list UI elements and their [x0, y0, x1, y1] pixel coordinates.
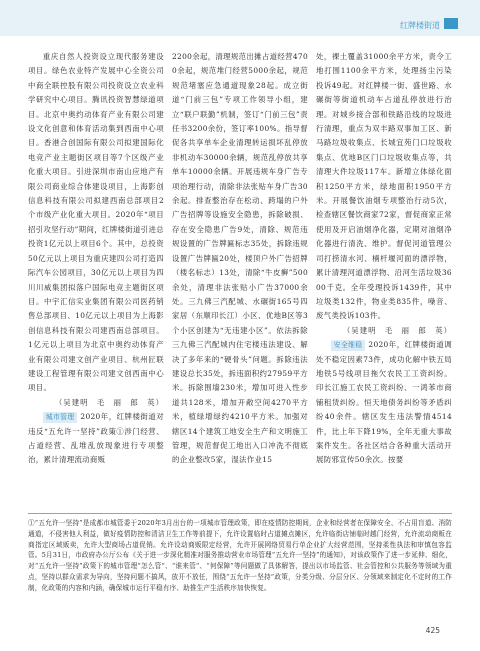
- column-2: [172, 50, 308, 505]
- author-byline: （吴建明 毛 丽 郎 英）: [342, 325, 452, 335]
- footnote: ①“五允许一坚持”是成都市城管委于2020年3月出台的一项城市管理政策，即在疫情防控期间，企业和经营者在保障安全、不占用盲道、消防通道，不侵害他人利益，做好疫情防控和清洁卫生工作等前提下，允许设置临时占道摊点摊区，允许临街店铺临时越门经营，允许流动商贩在商指定区域贩卖，允许大型商场占道促销。允许设动商贩限定经营，允许开展网络贸易行单企业扩大经营范围，坚持柔性执法和审慎包容监管。5月31日，市政府办公厅公布《关于进一步深化精准对服务推动营业市场管理“五允许一坚持”的通知》，对该政策作了进一步延伸、细化，对“五允许一坚持”政策下的城市管理“怎么管”、“谁来管”、“何保障”等问题做了具体解答，提出以市场监管、社会管控和公共服务等领域为重点，坚持以群众需求为导向，坚持问题不搞风，放开不放任，围绕“五允许一坚持”政策，分类分级、分层分区、分领域来制定化不定时的工作制，化政策的内容和内涵，确保城市运行平稳有序、助推生产生活秩序加快恢复。: [28, 519, 452, 592]
- city-management-paragraph: 2200余起，清理规范出摊占道经营4700余起，规范堆门经营5000余起，规范规范堵塞应急通道现象28起。成立街道“门前三包”专项工作领导小组，建立“联户联勤”机制，签订“门前三包”责任书3200余份，签订率100%。指导督促各共享单车企业清理转运损坏乱停放非机动车30000余辆，规范乱停放共享单车10000余辆。开展违规车身广告专项治理行动，清除非法张贴车身广告30余起。排查整治存在松动、跨塌的户外广告招牌等设施安全隐患，拆除破损、存在安全隐患广告9处，清除、规范违规设置的广告牌匾标志35处，拆除违规设置广告牌匾20处，楼顶户外广告招牌（楼名标志）13处，清除“牛皮癣”500余处，清理非法张贴小广告37000余处。三九佛三汽配城、水碾街165号四家居（东顺印长江）小区、优地B区等3个小区创建为“无违建小区”。依法拆除三九佛三汽配城内住宅楼违法建设、解决了多年来的“硬骨头”问题。拆除违法建设总长35处，拆违面积约27959平方米。拆除围墙230米，增加可进入性步道共128米，增加开敞空间4270平方米，植绿增绿约4210平方米。加强对辖区14个建筑工地安全生产和文明施工管理，规范督促工地出入口冲洗不彻底的企业整改5家，湿法作业15: [172, 52, 308, 465]
- running-header-accent: [444, 18, 458, 29]
- safety-stability-text: 2020年，红牌楼街道调处不稳定因素73件，成功化解中铁五局地铁5号线项目拖欠农民工工资纠纷。印长江施工农民工资纠纷、一鸿苯市商铺租赁纠纷。恒天地债务纠纷等矛盾纠纷40余件。辖区发生违法警情4514件，比上年下降19%，全年无重大事故案件发生。各社区结合各种重大活动开展防邪宣传50余次。按要: [316, 340, 452, 465]
- author-byline: （吴建明 毛 丽 郎 英）: [54, 397, 164, 407]
- investment-paragraph: 重庆自然人投资设立现代服务建设项目。绿色农业特产发展中心全资公司中商全联控股有限公司投资设立农业科学研究中心项目。腾讯投资智慧绿道项目。北京中奥约动体育产业有限公司建设文化创意和体育活动集到西南中心项目。香港合创国际有限公司拟建国际化电竞产业主题街区项目等7个区级产业化重大项目。引进深圳市南山应地产有限公司商业综合体建设项目，上海影创信息科技有限公司拟建西南总部项目2个市级产业化重大项目。2020年“项目招引攻坚行动”期间，红牌楼街道引进总投资1亿元以上项目6个。其中，总投资50亿元以上项目为重庆建四公司打造四际汽车公园项目，30亿元以上项目为四川川威集团拟落户国际电竞主题街区项目。中宇汇信实业集团有限公司医药销售总部项目、10亿元以上项目为上海影创信息科技有限公司建西南总部项目。1亿元以上项目为北京中奥约动体育产业有限公司建文创产业项目、杭州匠联建设工程管理有限公司建文创西南中心项目。: [28, 52, 164, 393]
- city-management-text: 2020年，红牌楼街道对违反“五允许一坚持”政策①涉门经营、占道经营、乱堆乱放现象进行专项整治，累计清理流动商贩: [28, 412, 164, 465]
- footnote-divider: [28, 513, 452, 514]
- city-management-continued: 处，裸土覆盖31000余平方米，责令工地打围1100余平方米，处理扬尘污染投诉49起。对红牌楼一街、盛世路、水碾街等街道机动车占道乱停放进行治理。对城乡接合部和铁路沿线的垃圾进行清理，重点为双丰路双事加工区、新马路垃圾收集点、长城宜苑门口垃圾收集点、优地B区门口垃圾收集点等，共清理大件垃圾117车。新增立体绿化面积1250平方米，绿地面积1950平方米。开展餐饮油烟专项整治行动5次，检查辖区餐饮商家72家，督促商家正常使用及开启油烟净化器，定期对油烟净化器进行清洗、维护。督促河道管理公司打捞清水河、楠杆堰河面的漂浮物，累计清理河道漂浮物、沿河生活垃圾3600千克。全年受理投诉1439件，其中垃圾类132件，物业类835件，噪音、废气类投诉103件。: [316, 52, 452, 321]
- running-header-title: 红牌楼街道: [400, 21, 440, 30]
- column-3: [316, 50, 452, 505]
- section-tag-safety-stability: 安全维稳: [331, 340, 366, 351]
- body-columns: [28, 50, 452, 505]
- city-management-intro: [28, 410, 164, 468]
- page-number: 425: [425, 626, 440, 635]
- safety-stability-intro: [316, 338, 452, 468]
- section-tag-city-management: 城市管理: [43, 412, 78, 423]
- column-1: [28, 50, 164, 505]
